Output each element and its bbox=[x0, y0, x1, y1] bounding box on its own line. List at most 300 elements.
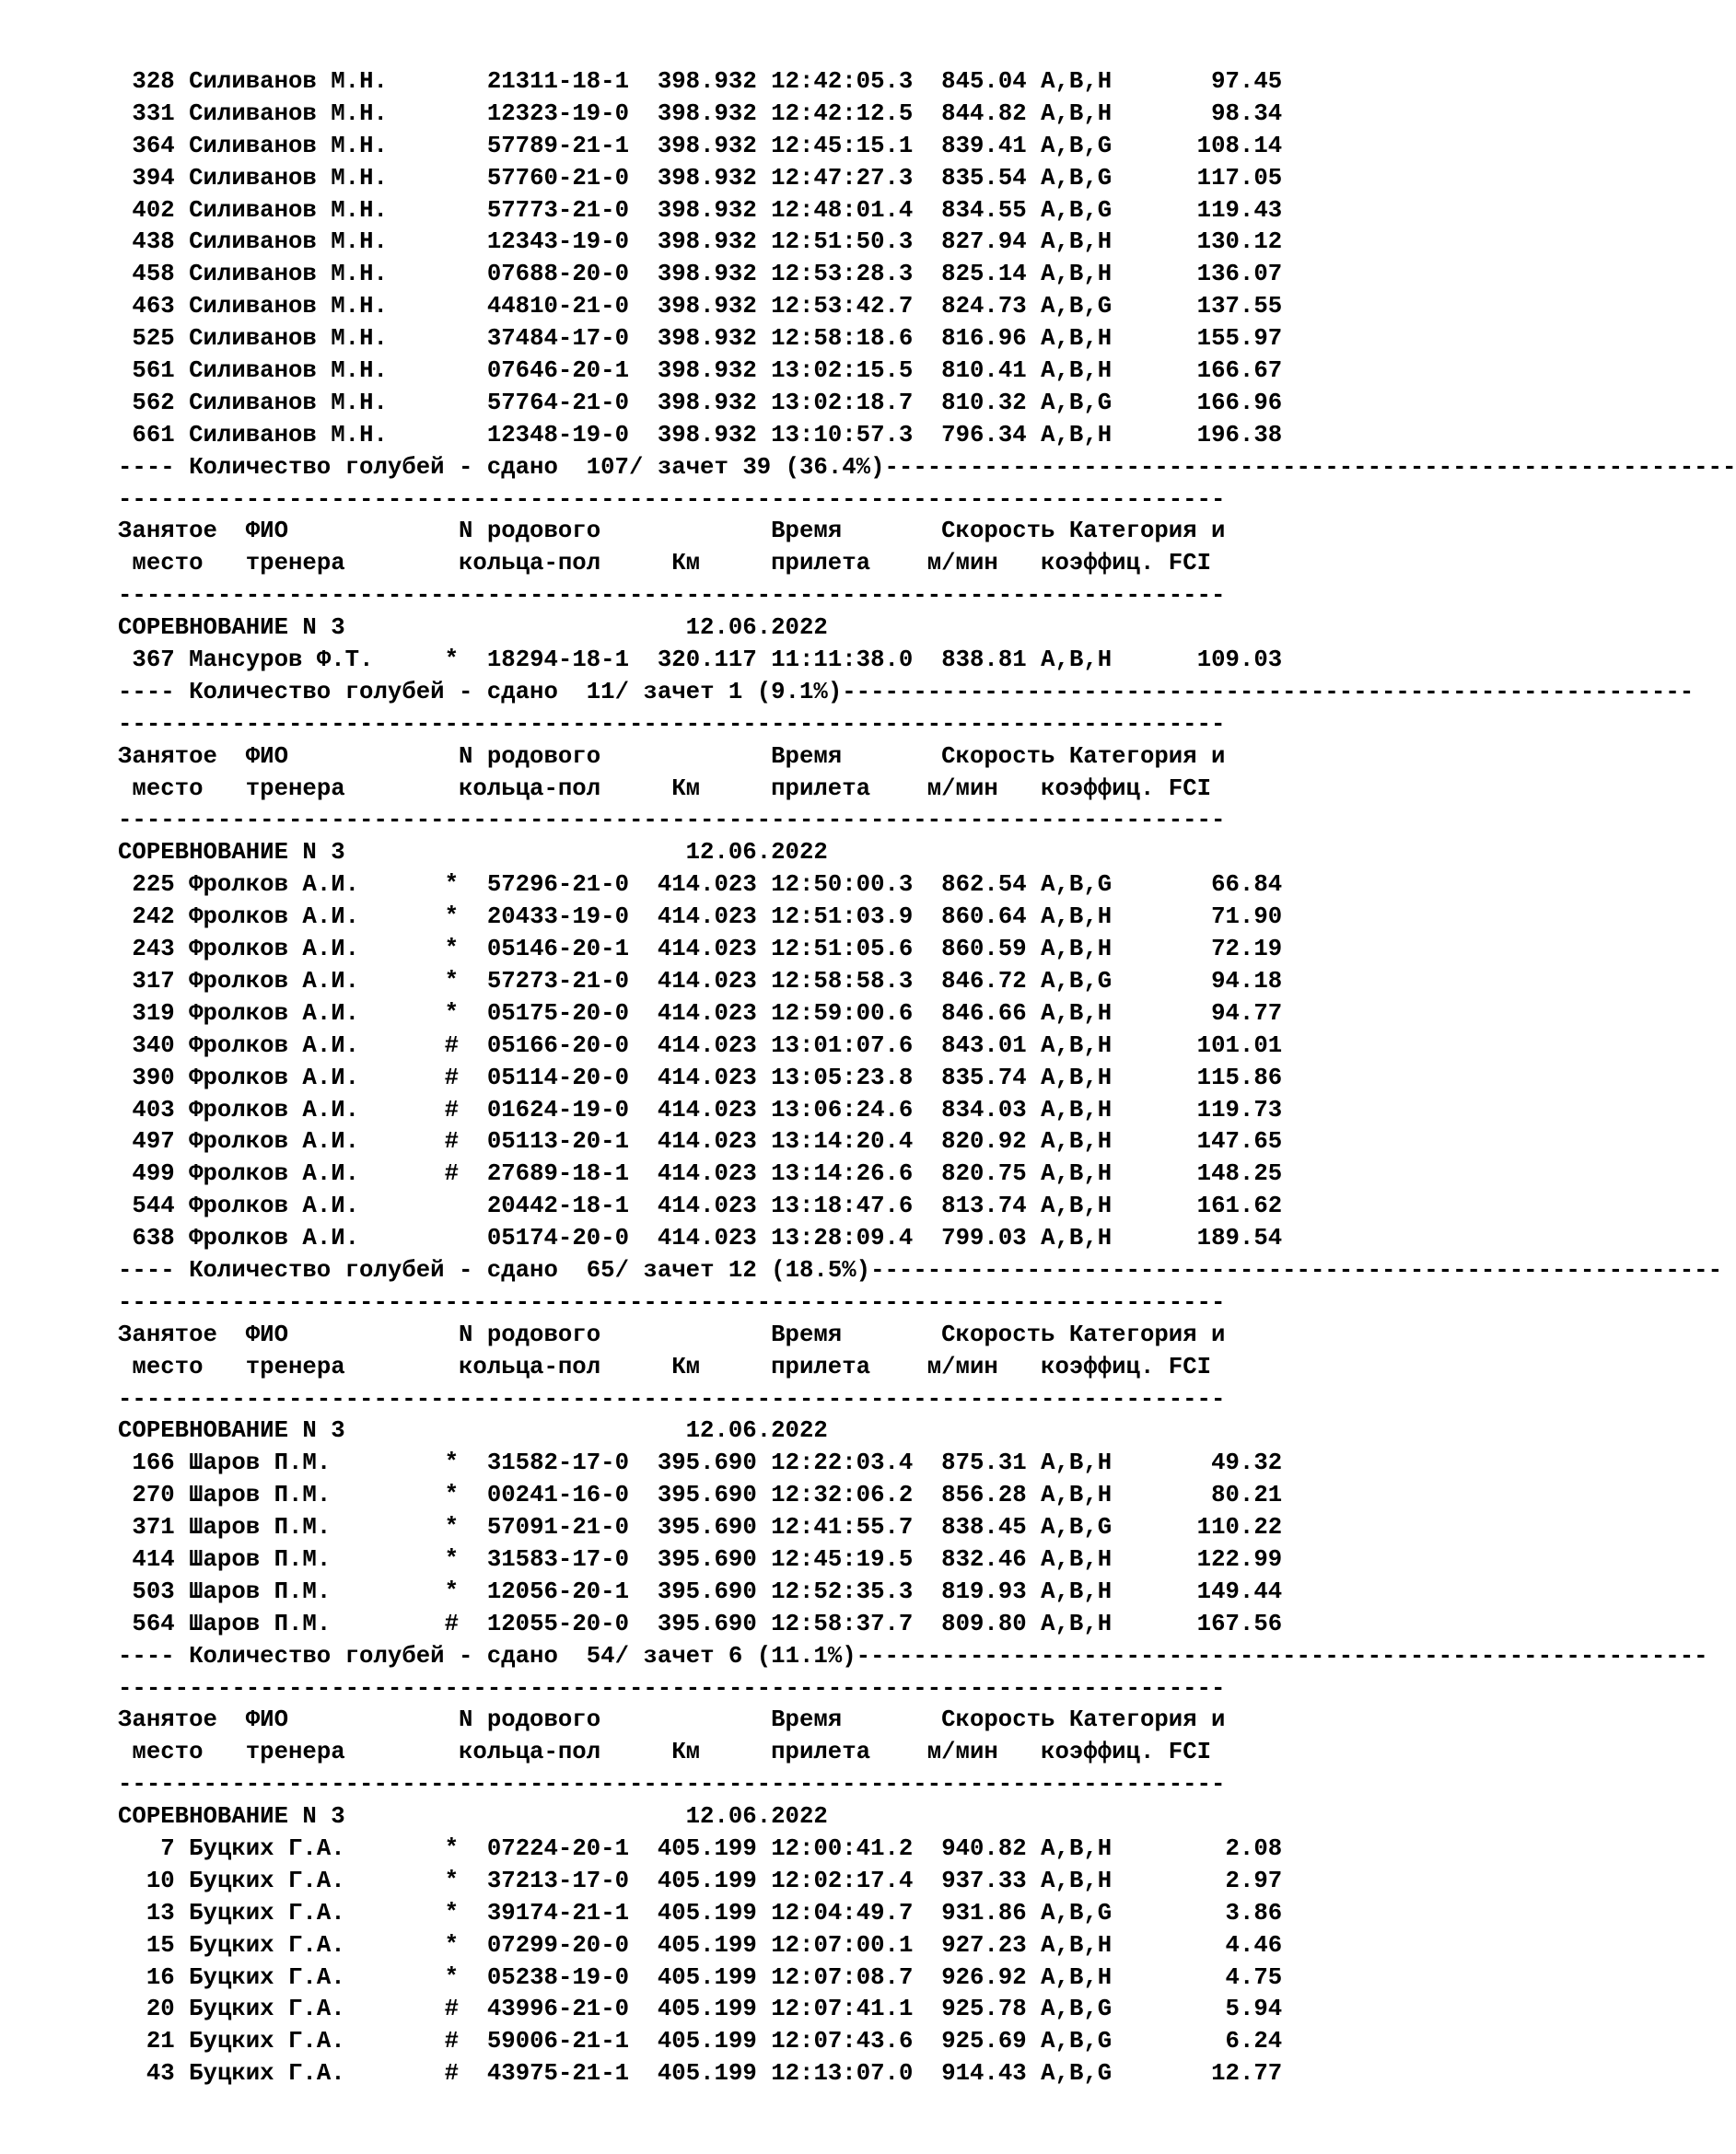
category: A,B,H bbox=[1041, 1610, 1113, 1637]
category: A,B,H bbox=[1041, 1963, 1113, 1991]
speed: 835.74 bbox=[941, 1064, 1027, 1091]
distance-km: 405.199 bbox=[657, 2028, 757, 2055]
category: A,B,G bbox=[1041, 196, 1113, 224]
fci-coefficient: 149.44 bbox=[1196, 1578, 1283, 1605]
competition-title bbox=[118, 1801, 1499, 1834]
scored-count: 6 bbox=[728, 1642, 743, 1670]
mark: * bbox=[444, 871, 459, 899]
fci-coefficient: 148.25 bbox=[1196, 1160, 1283, 1188]
arrival-time: 12:53:28.3 bbox=[771, 261, 914, 288]
category: A,B,H bbox=[1041, 936, 1113, 963]
result-row bbox=[118, 934, 1499, 966]
speed: 809.80 bbox=[941, 1610, 1027, 1637]
trainer-name: Буцких Г.А. bbox=[189, 2028, 345, 2055]
col-place-header: Занятое bbox=[118, 742, 217, 770]
trainer-name: Фролков А.И. bbox=[189, 1031, 360, 1059]
fci-coefficient: 97.45 bbox=[1211, 68, 1283, 95]
distance-km: 395.690 bbox=[657, 1482, 757, 1509]
place: 243 bbox=[132, 936, 175, 963]
column-header-line-2 bbox=[118, 548, 1499, 580]
arrival-time: 11:11:38.0 bbox=[771, 646, 914, 674]
summary-mid: зачет bbox=[643, 1256, 715, 1284]
place: 43 bbox=[146, 2060, 175, 2088]
col-speed-header: Скорость bbox=[941, 1321, 1055, 1348]
arrival-time: 13:02:18.7 bbox=[771, 389, 914, 416]
category: A,B,G bbox=[1041, 164, 1113, 192]
trainer-name: Фролков А.И. bbox=[189, 936, 360, 963]
category: A,B,H bbox=[1041, 261, 1113, 288]
speed: 914.43 bbox=[941, 2060, 1027, 2088]
separator-line: ------------------------------------------------------------------------------ bbox=[118, 807, 1226, 834]
distance-km: 398.932 bbox=[657, 228, 757, 256]
col-name-header-2: тренера bbox=[245, 1353, 345, 1380]
ring-number: 05238-19-0 bbox=[486, 1963, 630, 1991]
column-header-line-1 bbox=[118, 741, 1499, 774]
speed: 844.82 bbox=[941, 99, 1027, 127]
place: 319 bbox=[132, 999, 175, 1027]
trainer-name: Фролков А.И. bbox=[189, 1096, 360, 1124]
summary-prefix: ---- Количество голубей - сдано bbox=[118, 678, 558, 705]
category: A,B,H bbox=[1041, 1834, 1113, 1862]
arrival-time: 13:01:07.6 bbox=[771, 1031, 914, 1059]
mark: * bbox=[444, 1545, 459, 1573]
distance-km: 320.117 bbox=[657, 646, 757, 674]
fci-coefficient: 166.96 bbox=[1196, 389, 1283, 416]
distance-km: 414.023 bbox=[657, 1031, 757, 1059]
mark: * bbox=[444, 1899, 460, 1927]
col-category-header: Категория и bbox=[1068, 742, 1226, 770]
fci-coefficient: 6.24 bbox=[1225, 2028, 1283, 2055]
col-place-header-2: место bbox=[132, 774, 204, 802]
arrival-time: 13:02:15.5 bbox=[771, 357, 914, 385]
ring-number: 57760-21-0 bbox=[486, 164, 629, 192]
arrival-time: 12:45:19.5 bbox=[771, 1545, 914, 1573]
result-row bbox=[118, 163, 1499, 195]
col-ring-header-2: кольца-пол bbox=[458, 1353, 601, 1380]
category: A,B,G bbox=[1041, 293, 1113, 320]
separator-line: ------------------------------------------------------------------------------ bbox=[118, 1385, 1226, 1413]
distance-km: 398.932 bbox=[657, 164, 757, 192]
mark: * bbox=[444, 1450, 459, 1477]
ring-number: 07224-20-1 bbox=[486, 1834, 630, 1862]
result-row bbox=[118, 1223, 1499, 1255]
category: A,B,H bbox=[1041, 228, 1113, 256]
distance-km: 414.023 bbox=[657, 1128, 757, 1156]
place: 638 bbox=[132, 1225, 175, 1252]
category: A,B,G bbox=[1041, 871, 1113, 899]
category: A,B,G bbox=[1041, 2060, 1113, 2088]
trainer-name: Фролков А.И. bbox=[189, 1193, 360, 1220]
arrival-time: 12:00:41.2 bbox=[771, 1834, 914, 1862]
ring-number: 21311-18-1 bbox=[486, 68, 629, 95]
result-row bbox=[118, 355, 1499, 388]
separator-line: ------------------------------------------------------------------------------ bbox=[118, 485, 1226, 513]
trainer-name: Шаров П.М. bbox=[189, 1545, 332, 1573]
col-name-header: ФИО bbox=[245, 1706, 288, 1734]
result-row bbox=[118, 645, 1499, 677]
ring-number: 57764-21-0 bbox=[486, 389, 629, 416]
trainer-name: Буцких Г.А. bbox=[189, 2060, 345, 2088]
fci-coefficient: 49.32 bbox=[1211, 1450, 1283, 1477]
separator-line: ------------------------------------------------------------------------------ bbox=[118, 582, 1226, 610]
fci-coefficient: 147.65 bbox=[1196, 1128, 1283, 1156]
distance-km: 398.932 bbox=[657, 293, 757, 320]
distance-km: 398.932 bbox=[657, 68, 757, 95]
col-ring-header-2: кольца-пол bbox=[458, 1739, 601, 1766]
place: 15 bbox=[146, 1931, 175, 1959]
place: 371 bbox=[132, 1514, 175, 1542]
place: 463 bbox=[132, 293, 175, 320]
mark: * bbox=[444, 1578, 459, 1605]
scored-percent: (36.4%) bbox=[785, 453, 885, 481]
trainer-name: Мансуров Ф.Т. bbox=[189, 646, 374, 674]
competition-label: СОРЕВНОВАНИЕ N bbox=[118, 1803, 317, 1831]
ring-number: 59006-21-1 bbox=[486, 2028, 630, 2055]
distance-km: 395.690 bbox=[657, 1610, 757, 1637]
category: A,B,H bbox=[1041, 1031, 1113, 1059]
mark: * bbox=[444, 1931, 460, 1959]
mark: # bbox=[444, 2060, 460, 2088]
place: 561 bbox=[132, 357, 175, 385]
mark: # bbox=[444, 1128, 459, 1156]
fci-coefficient: 108.14 bbox=[1196, 132, 1283, 159]
arrival-time: 12:07:43.6 bbox=[771, 2028, 914, 2055]
mark: # bbox=[444, 1064, 459, 1091]
category: A,B,G bbox=[1041, 2028, 1113, 2055]
trainer-name: Силиванов М.Н. bbox=[189, 325, 388, 353]
arrival-time: 12:42:05.3 bbox=[771, 68, 914, 95]
place: 499 bbox=[132, 1160, 175, 1188]
trainer-name: Фролков А.И. bbox=[189, 999, 360, 1027]
ring-number: 43996-21-0 bbox=[486, 1996, 630, 2023]
trainer-name: Фролков А.И. bbox=[189, 903, 360, 931]
competition-label: СОРЕВНОВАНИЕ N bbox=[118, 1417, 317, 1445]
fci-coefficient: 72.19 bbox=[1211, 936, 1283, 963]
fci-coefficient: 167.56 bbox=[1196, 1610, 1283, 1637]
col-speed-header-2: м/мин bbox=[926, 1739, 998, 1766]
result-row bbox=[118, 1480, 1499, 1512]
arrival-time: 12:48:01.4 bbox=[771, 196, 914, 224]
result-row bbox=[118, 259, 1499, 291]
speed: 824.73 bbox=[941, 293, 1027, 320]
speed: 810.41 bbox=[941, 357, 1027, 385]
fci-coefficient: 66.84 bbox=[1211, 871, 1283, 899]
col-ring-header-2: кольца-пол bbox=[458, 774, 601, 802]
arrival-time: 12:59:00.6 bbox=[771, 999, 914, 1027]
place: 497 bbox=[132, 1128, 175, 1156]
col-time-header-2: прилета bbox=[771, 1353, 871, 1380]
speed: 843.01 bbox=[941, 1031, 1027, 1059]
result-row bbox=[118, 99, 1499, 131]
distance-km: 395.690 bbox=[657, 1545, 757, 1573]
col-category-header-2: коэффиц. FCI bbox=[1041, 774, 1212, 802]
mark: # bbox=[444, 1096, 459, 1124]
arrival-time: 12:41:55.7 bbox=[771, 1514, 914, 1542]
fci-coefficient: 136.07 bbox=[1196, 261, 1283, 288]
arrival-time: 12:58:18.6 bbox=[771, 325, 914, 353]
distance-km: 405.199 bbox=[657, 1899, 757, 1927]
speed: 940.82 bbox=[941, 1834, 1027, 1862]
place: 438 bbox=[132, 228, 175, 256]
ring-number: 12343-19-0 bbox=[486, 228, 629, 256]
column-header-line-1 bbox=[118, 516, 1499, 548]
col-place-header: Занятое bbox=[118, 1706, 217, 1734]
distance-km: 414.023 bbox=[657, 871, 757, 899]
column-header-line-1 bbox=[118, 1320, 1499, 1352]
place: 503 bbox=[132, 1578, 175, 1605]
competition-label: СОРЕВНОВАНИЕ N bbox=[118, 839, 317, 867]
place: 394 bbox=[132, 164, 175, 192]
ring-number: 12055-20-0 bbox=[486, 1610, 629, 1637]
place: 661 bbox=[132, 421, 175, 448]
summary-line: ---- Количество голубей - сдано 65/ зачет 12 (18.5%)------------------------------------------------------------ bbox=[118, 1256, 1722, 1284]
col-category-header-2: коэффиц. FCI bbox=[1041, 550, 1212, 577]
result-row bbox=[118, 1448, 1499, 1480]
submitted-count: 54 bbox=[586, 1642, 615, 1670]
mark: * bbox=[444, 1514, 459, 1542]
col-km-header: Км bbox=[671, 774, 701, 802]
summary-line: ---- Количество голубей - сдано 107/ зачет 39 (36.4%)------------------------------------------------------------ bbox=[118, 453, 1736, 481]
fci-coefficient: 12.77 bbox=[1211, 2060, 1283, 2088]
trainer-name: Фролков А.И. bbox=[189, 1064, 360, 1091]
ring-number: 05146-20-1 bbox=[486, 936, 629, 963]
col-time-header: Время bbox=[771, 1706, 843, 1734]
category: A,B,G bbox=[1041, 967, 1113, 995]
speed: 834.03 bbox=[941, 1096, 1027, 1124]
distance-km: 398.932 bbox=[657, 421, 757, 448]
result-row bbox=[118, 1063, 1499, 1095]
fci-coefficient: 161.62 bbox=[1196, 1193, 1283, 1220]
ring-number: 57273-21-0 bbox=[486, 967, 629, 995]
col-speed-header: Скорость bbox=[941, 1706, 1055, 1734]
result-row bbox=[118, 1994, 1499, 2026]
mark: * bbox=[444, 967, 459, 995]
ring-number: 05114-20-0 bbox=[486, 1064, 629, 1091]
place: 13 bbox=[146, 1899, 175, 1927]
result-row bbox=[118, 966, 1499, 998]
result-row bbox=[118, 1191, 1499, 1223]
col-ring-header-2: кольца-пол bbox=[458, 550, 601, 577]
summary-line: ---- Количество голубей - сдано 54/ зачет 6 (11.1%)------------------------------------------------------------ bbox=[118, 1642, 1708, 1670]
arrival-time: 12:47:27.3 bbox=[771, 164, 914, 192]
column-header-line-2 bbox=[118, 774, 1499, 806]
summary-prefix: ---- Количество голубей - сдано bbox=[118, 453, 558, 481]
fci-coefficient: 94.18 bbox=[1211, 967, 1283, 995]
result-row bbox=[118, 66, 1499, 99]
category: A,B,H bbox=[1041, 421, 1113, 448]
distance-km: 395.690 bbox=[657, 1578, 757, 1605]
fci-coefficient: 101.01 bbox=[1196, 1031, 1283, 1059]
ring-number: 12323-19-0 bbox=[486, 99, 629, 127]
col-category-header: Категория и bbox=[1068, 1706, 1226, 1734]
distance-km: 414.023 bbox=[657, 1160, 757, 1188]
col-time-header: Время bbox=[771, 742, 843, 770]
ring-number: 20433-19-0 bbox=[486, 903, 629, 931]
scored-count: 12 bbox=[728, 1256, 757, 1284]
category: A,B,H bbox=[1041, 1128, 1113, 1156]
category: A,B,H bbox=[1041, 99, 1113, 127]
result-row bbox=[118, 227, 1499, 259]
ring-number: 18294-18-1 bbox=[486, 646, 630, 674]
fci-coefficient: 71.90 bbox=[1211, 903, 1283, 931]
fci-coefficient: 4.75 bbox=[1225, 1963, 1283, 1991]
category: A,B,H bbox=[1041, 1545, 1113, 1573]
trainer-name: Буцких Г.А. bbox=[189, 1834, 345, 1862]
competition-label: СОРЕВНОВАНИЕ N bbox=[118, 614, 317, 642]
ring-number: 20442-18-1 bbox=[486, 1193, 629, 1220]
mark: * bbox=[444, 646, 460, 674]
fci-coefficient: 2.08 bbox=[1225, 1834, 1283, 1862]
fci-coefficient: 189.54 bbox=[1196, 1225, 1283, 1252]
ring-number: 05113-20-1 bbox=[486, 1128, 629, 1156]
scored-count: 1 bbox=[728, 678, 743, 705]
summary-mid: зачет bbox=[643, 678, 715, 705]
result-row bbox=[118, 1512, 1499, 1544]
place: 562 bbox=[132, 389, 175, 416]
ring-number: 07299-20-0 bbox=[486, 1931, 630, 1959]
scored-percent: (11.1%) bbox=[756, 1642, 856, 1670]
trainer-name: Силиванов М.Н. bbox=[189, 132, 388, 159]
distance-km: 405.199 bbox=[657, 1834, 757, 1862]
trainer-name: Фролков А.И. bbox=[189, 1160, 360, 1188]
trainer-name: Силиванов М.Н. bbox=[189, 164, 388, 192]
fci-coefficient: 119.73 bbox=[1196, 1096, 1283, 1124]
speed: 925.69 bbox=[941, 2028, 1027, 2055]
competition-number: 3 bbox=[331, 839, 345, 867]
fci-coefficient: 3.86 bbox=[1225, 1899, 1283, 1927]
distance-km: 414.023 bbox=[657, 936, 757, 963]
fci-coefficient: 117.05 bbox=[1196, 164, 1283, 192]
ring-number: 12348-19-0 bbox=[486, 421, 629, 448]
fci-coefficient: 80.21 bbox=[1211, 1482, 1283, 1509]
trainer-name: Силиванов М.Н. bbox=[189, 421, 388, 448]
col-place-header-2: место bbox=[132, 550, 204, 577]
fci-coefficient: 166.67 bbox=[1196, 357, 1283, 385]
distance-km: 414.023 bbox=[657, 1064, 757, 1091]
distance-km: 405.199 bbox=[657, 1996, 757, 2023]
category: A,B,H bbox=[1041, 357, 1113, 385]
distance-km: 405.199 bbox=[657, 1931, 757, 1959]
mark: # bbox=[444, 2028, 460, 2055]
arrival-time: 13:10:57.3 bbox=[771, 421, 914, 448]
competition-number: 3 bbox=[331, 1803, 345, 1831]
distance-km: 405.199 bbox=[657, 1867, 757, 1894]
arrival-time: 12:51:50.3 bbox=[771, 228, 914, 256]
category: A,B,G bbox=[1041, 132, 1113, 159]
fci-coefficient: 109.03 bbox=[1196, 646, 1283, 674]
ring-number: 57091-21-0 bbox=[486, 1514, 629, 1542]
distance-km: 405.199 bbox=[657, 1963, 757, 1991]
fci-coefficient: 122.99 bbox=[1196, 1545, 1283, 1573]
result-row bbox=[118, 1159, 1499, 1191]
ring-number: 12056-20-1 bbox=[486, 1578, 629, 1605]
fci-coefficient: 98.34 bbox=[1211, 99, 1283, 127]
col-category-header: Категория и bbox=[1068, 1321, 1226, 1348]
ring-number: 05175-20-0 bbox=[486, 999, 629, 1027]
competition-date: 12.06.2022 bbox=[685, 1803, 828, 1831]
trainer-name: Шаров П.М. bbox=[189, 1482, 332, 1509]
arrival-time: 13:06:24.6 bbox=[771, 1096, 914, 1124]
col-time-header-2: прилета bbox=[771, 774, 871, 802]
distance-km: 398.932 bbox=[657, 389, 757, 416]
place: 525 bbox=[132, 325, 175, 353]
result-row bbox=[118, 131, 1499, 163]
ring-number: 31582-17-0 bbox=[486, 1450, 629, 1477]
fci-coefficient: 94.77 bbox=[1211, 999, 1283, 1027]
fci-coefficient: 110.22 bbox=[1196, 1514, 1283, 1542]
place: 414 bbox=[132, 1545, 175, 1573]
category: A,B,H bbox=[1041, 68, 1113, 95]
competition-date: 12.06.2022 bbox=[685, 614, 828, 642]
col-km-header: Км bbox=[671, 1353, 701, 1380]
speed: 820.92 bbox=[941, 1128, 1027, 1156]
competition-number: 3 bbox=[331, 1417, 345, 1445]
result-row bbox=[118, 1609, 1499, 1641]
result-row bbox=[118, 2026, 1499, 2058]
summary-line: ---- Количество голубей - сдано 11/ зачет 1 (9.1%)------------------------------------------------------------ bbox=[118, 678, 1695, 705]
submitted-count: 107 bbox=[586, 453, 629, 481]
speed: 834.55 bbox=[941, 196, 1027, 224]
summary-prefix: ---- Количество голубей - сдано bbox=[118, 1642, 558, 1670]
competition-date: 12.06.2022 bbox=[685, 1417, 828, 1445]
speed: 799.03 bbox=[941, 1225, 1027, 1252]
speed: 816.96 bbox=[941, 325, 1027, 353]
speed: 838.81 bbox=[941, 646, 1027, 674]
place: 16 bbox=[146, 1963, 175, 1991]
category: A,B,G bbox=[1041, 1996, 1113, 2023]
arrival-time: 12:51:03.9 bbox=[771, 903, 914, 931]
ring-number: 05166-20-0 bbox=[486, 1031, 629, 1059]
arrival-time: 12:02:17.4 bbox=[771, 1867, 914, 1894]
distance-km: 414.023 bbox=[657, 1193, 757, 1220]
speed: 835.54 bbox=[941, 164, 1027, 192]
separator-line: ------------------------------------------------------------------------------ bbox=[118, 1288, 1226, 1316]
speed: 819.93 bbox=[941, 1578, 1027, 1605]
speed: 860.59 bbox=[941, 936, 1027, 963]
fci-coefficient: 137.55 bbox=[1196, 293, 1283, 320]
speed: 813.74 bbox=[941, 1193, 1027, 1220]
trainer-name: Фролков А.И. bbox=[189, 1225, 360, 1252]
arrival-time: 12:07:41.1 bbox=[771, 1996, 914, 2023]
speed: 796.34 bbox=[941, 421, 1027, 448]
fci-coefficient: 5.94 bbox=[1225, 1996, 1283, 2023]
ring-number: 27689-18-1 bbox=[486, 1160, 629, 1188]
speed: 925.78 bbox=[941, 1996, 1027, 2023]
col-speed-header: Скорость bbox=[941, 518, 1055, 545]
category: A,B,H bbox=[1041, 1225, 1113, 1252]
distance-km: 395.690 bbox=[657, 1514, 757, 1542]
col-category-header: Категория и bbox=[1068, 518, 1226, 545]
category: A,B,H bbox=[1041, 1931, 1113, 1959]
result-row bbox=[118, 1577, 1499, 1609]
place: 21 bbox=[146, 2028, 175, 2055]
result-row bbox=[118, 388, 1499, 420]
arrival-time: 12:45:15.1 bbox=[771, 132, 914, 159]
place: 328 bbox=[132, 68, 175, 95]
speed: 845.04 bbox=[941, 68, 1027, 95]
place: 317 bbox=[132, 967, 175, 995]
arrival-time: 12:07:00.1 bbox=[771, 1931, 914, 1959]
arrival-time: 12:50:00.3 bbox=[771, 871, 914, 899]
trainer-name: Силиванов М.Н. bbox=[189, 228, 388, 256]
summary-mid: зачет bbox=[643, 1642, 715, 1670]
place: 390 bbox=[132, 1064, 175, 1091]
category: A,B,H bbox=[1041, 1867, 1113, 1894]
trainer-name: Фролков А.И. bbox=[189, 1128, 360, 1156]
speed: 839.41 bbox=[941, 132, 1027, 159]
arrival-time: 13:28:09.4 bbox=[771, 1225, 914, 1252]
place: 402 bbox=[132, 196, 175, 224]
